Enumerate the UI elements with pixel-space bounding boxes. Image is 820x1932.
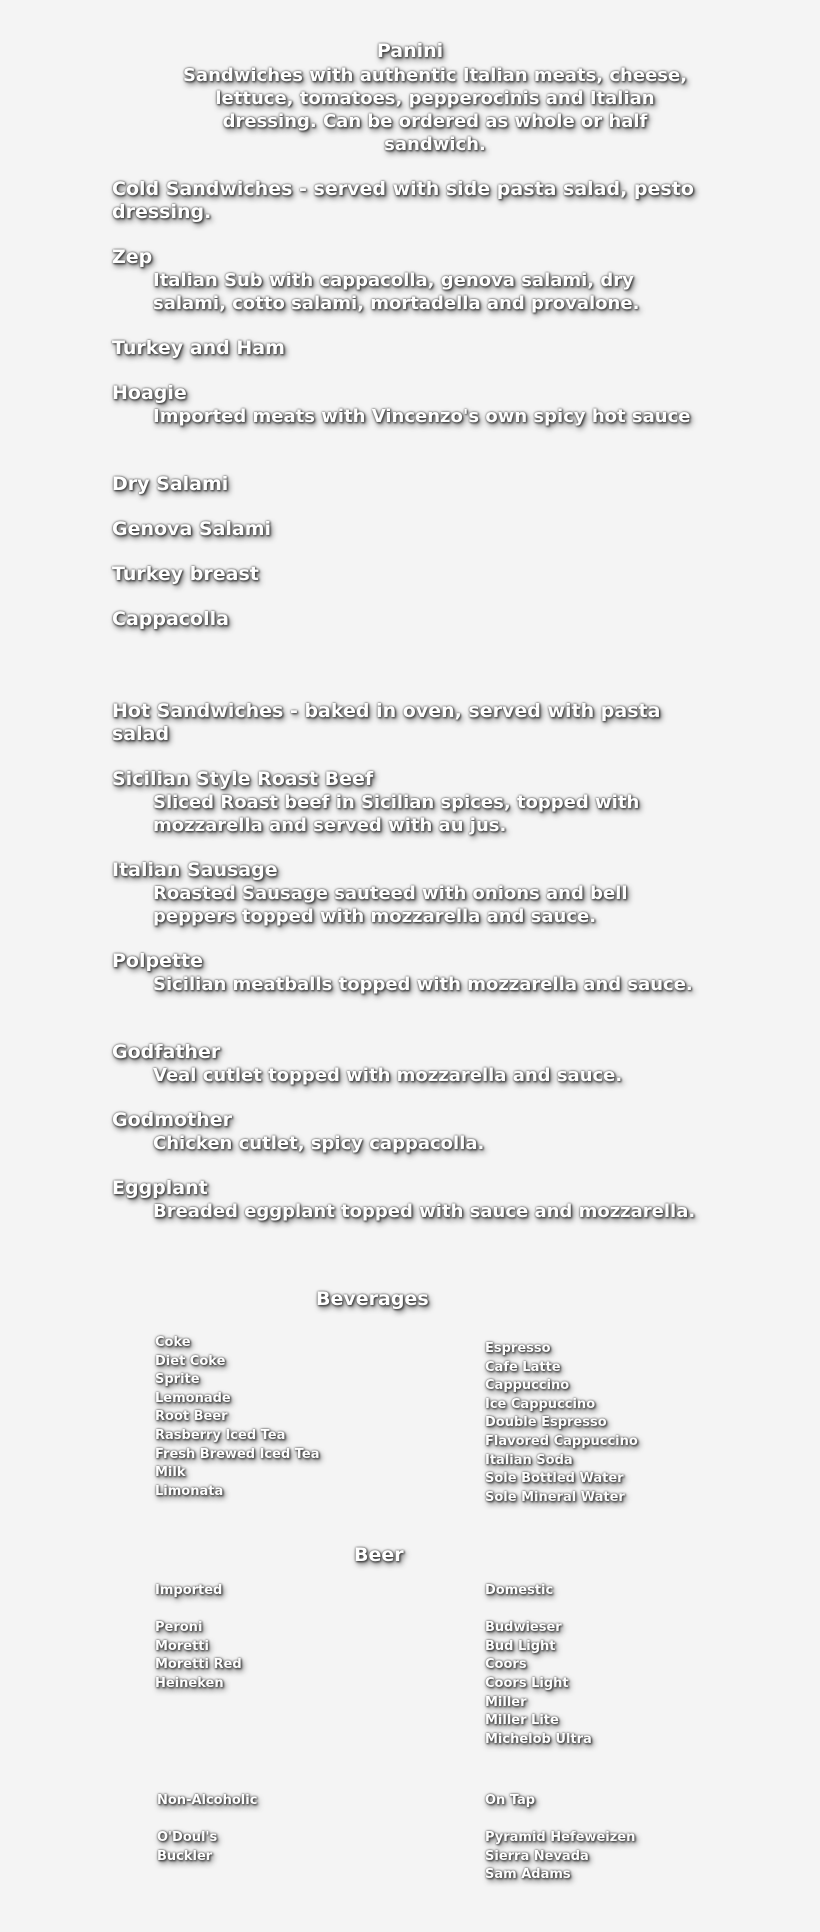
menu-item-name: Hoagie [112,382,187,404]
panini-description: Sandwiches with authentic Italian meats, cheese, lettuce, tomatoes, pepperocinis and Italian dressing. Can be ordered as whole or half sandwich. [182,65,688,155]
list-item: Buckler [157,1848,213,1864]
list-item: Fresh Brewed Iced Tea [155,1446,320,1462]
beer-title: Beer [354,1544,404,1566]
list-item: Bud Light [485,1638,556,1654]
beer-domestic-list [485,1582,592,1749]
list-item: Double Espresso [485,1415,607,1431]
list-item: Budwieser [485,1620,562,1636]
beverages-title: Beverages [316,1288,429,1310]
menu-item-name: Godfather [112,1041,221,1063]
menu-item-description: Veal cutlet topped with mozzarella and sauce. [153,1065,623,1086]
list-item: Moretti Red [155,1657,242,1673]
menu-item-description: Sliced Roast beef in Sicilian spices, topped with mozzarella and served with au jus. [153,792,640,836]
menu-item-description: Breaded eggplant topped with sauce and mozzarella. [153,1201,696,1222]
list-item: Miller Lite [485,1713,559,1729]
list-item: Moretti [155,1638,209,1654]
list-item: Michelob Ultra [485,1731,592,1747]
beer-on-tap-list [485,1792,635,1885]
menu-item-name: Eggplant [112,1177,208,1199]
list-item: Cappuccino [485,1378,570,1394]
list-item: Cafe Latte [485,1359,561,1375]
menu-item-description: Roasted Sausage sauteed with onions and bell peppers topped with mozzarella and sauce. [153,883,628,927]
beverages-soft-drinks-list [155,1334,320,1501]
list-item: Rasberry Iced Tea [155,1427,286,1443]
list-item: Flavored Cappuccino [485,1433,638,1449]
beer-non-alcoholic-list [157,1792,257,1866]
list-item: Pyramid Hefeweizen [485,1830,636,1846]
menu-item-name: Polpette [112,950,204,972]
list-item: Sierra Nevada [485,1848,589,1864]
menu-item-name: Sicilian Style Roast Beef [112,768,374,790]
list-item: Sprite [155,1372,200,1388]
cold-sandwiches-title: Cold Sandwiches - served with side pasta salad, pesto dressing. [112,178,694,223]
list-item: Peroni [155,1620,203,1636]
beer-non-alcoholic-heading: Non-Alcoholic [157,1793,258,1808]
list-item: Coors [485,1657,527,1673]
menu-item-description: Italian Sub with cappacolla, genova salami, dry salami, cotto salami, mortadella and provalone. [153,270,640,314]
menu-item-description: Sicilian meatballs topped with mozzarella and sauce. [153,974,693,995]
menu-item-name: Cappacolla [112,608,229,630]
menu-item-name: Zep [112,246,153,268]
list-item: Miller [485,1694,527,1710]
list-item: Lemonade [155,1390,231,1406]
beer-imported-heading: Imported [155,1583,223,1598]
list-item: O'Doul's [157,1830,218,1846]
menu-item-name: Turkey and Ham [112,337,285,359]
beer-imported-list [155,1582,242,1694]
list-item: Sam Adams [485,1867,571,1883]
list-item: Limonata [155,1483,224,1499]
menu-item-description: Chicken cutlet, spicy cappacolla. [153,1133,485,1154]
list-item: Ice Cappuccino [485,1396,596,1412]
list-item: Coke [155,1335,191,1350]
menu-item-name: Italian Sausage [112,859,278,881]
beverages-coffee-list [485,1340,638,1507]
list-item: Milk [155,1465,186,1481]
list-item: Root Beer [155,1409,228,1425]
menu-item-name: Godmother [112,1109,232,1131]
menu-item-name: Turkey breast [112,563,259,585]
menu-item-description: Imported meats with Vincenzo's own spicy hot sauce [153,406,691,427]
list-item: Sole Bottled Water [485,1471,624,1487]
list-item: Heineken [155,1675,224,1691]
list-item: Diet Coke [155,1353,226,1369]
hot-sandwiches-title: Hot Sandwiches - baked in oven, served with pasta salad [112,700,661,745]
panini-title: Panini [376,40,444,62]
list-item: Italian Soda [485,1452,573,1468]
menu-item-name: Genova Salami [112,518,272,540]
list-item: Espresso [485,1341,551,1356]
list-item: Coors Light [485,1675,569,1691]
beer-on-tap-heading: On Tap [485,1793,536,1808]
beer-domestic-heading: Domestic [485,1583,554,1598]
list-item: Sole Mineral Water [485,1489,625,1505]
menu-item-name: Dry Salami [112,473,229,495]
